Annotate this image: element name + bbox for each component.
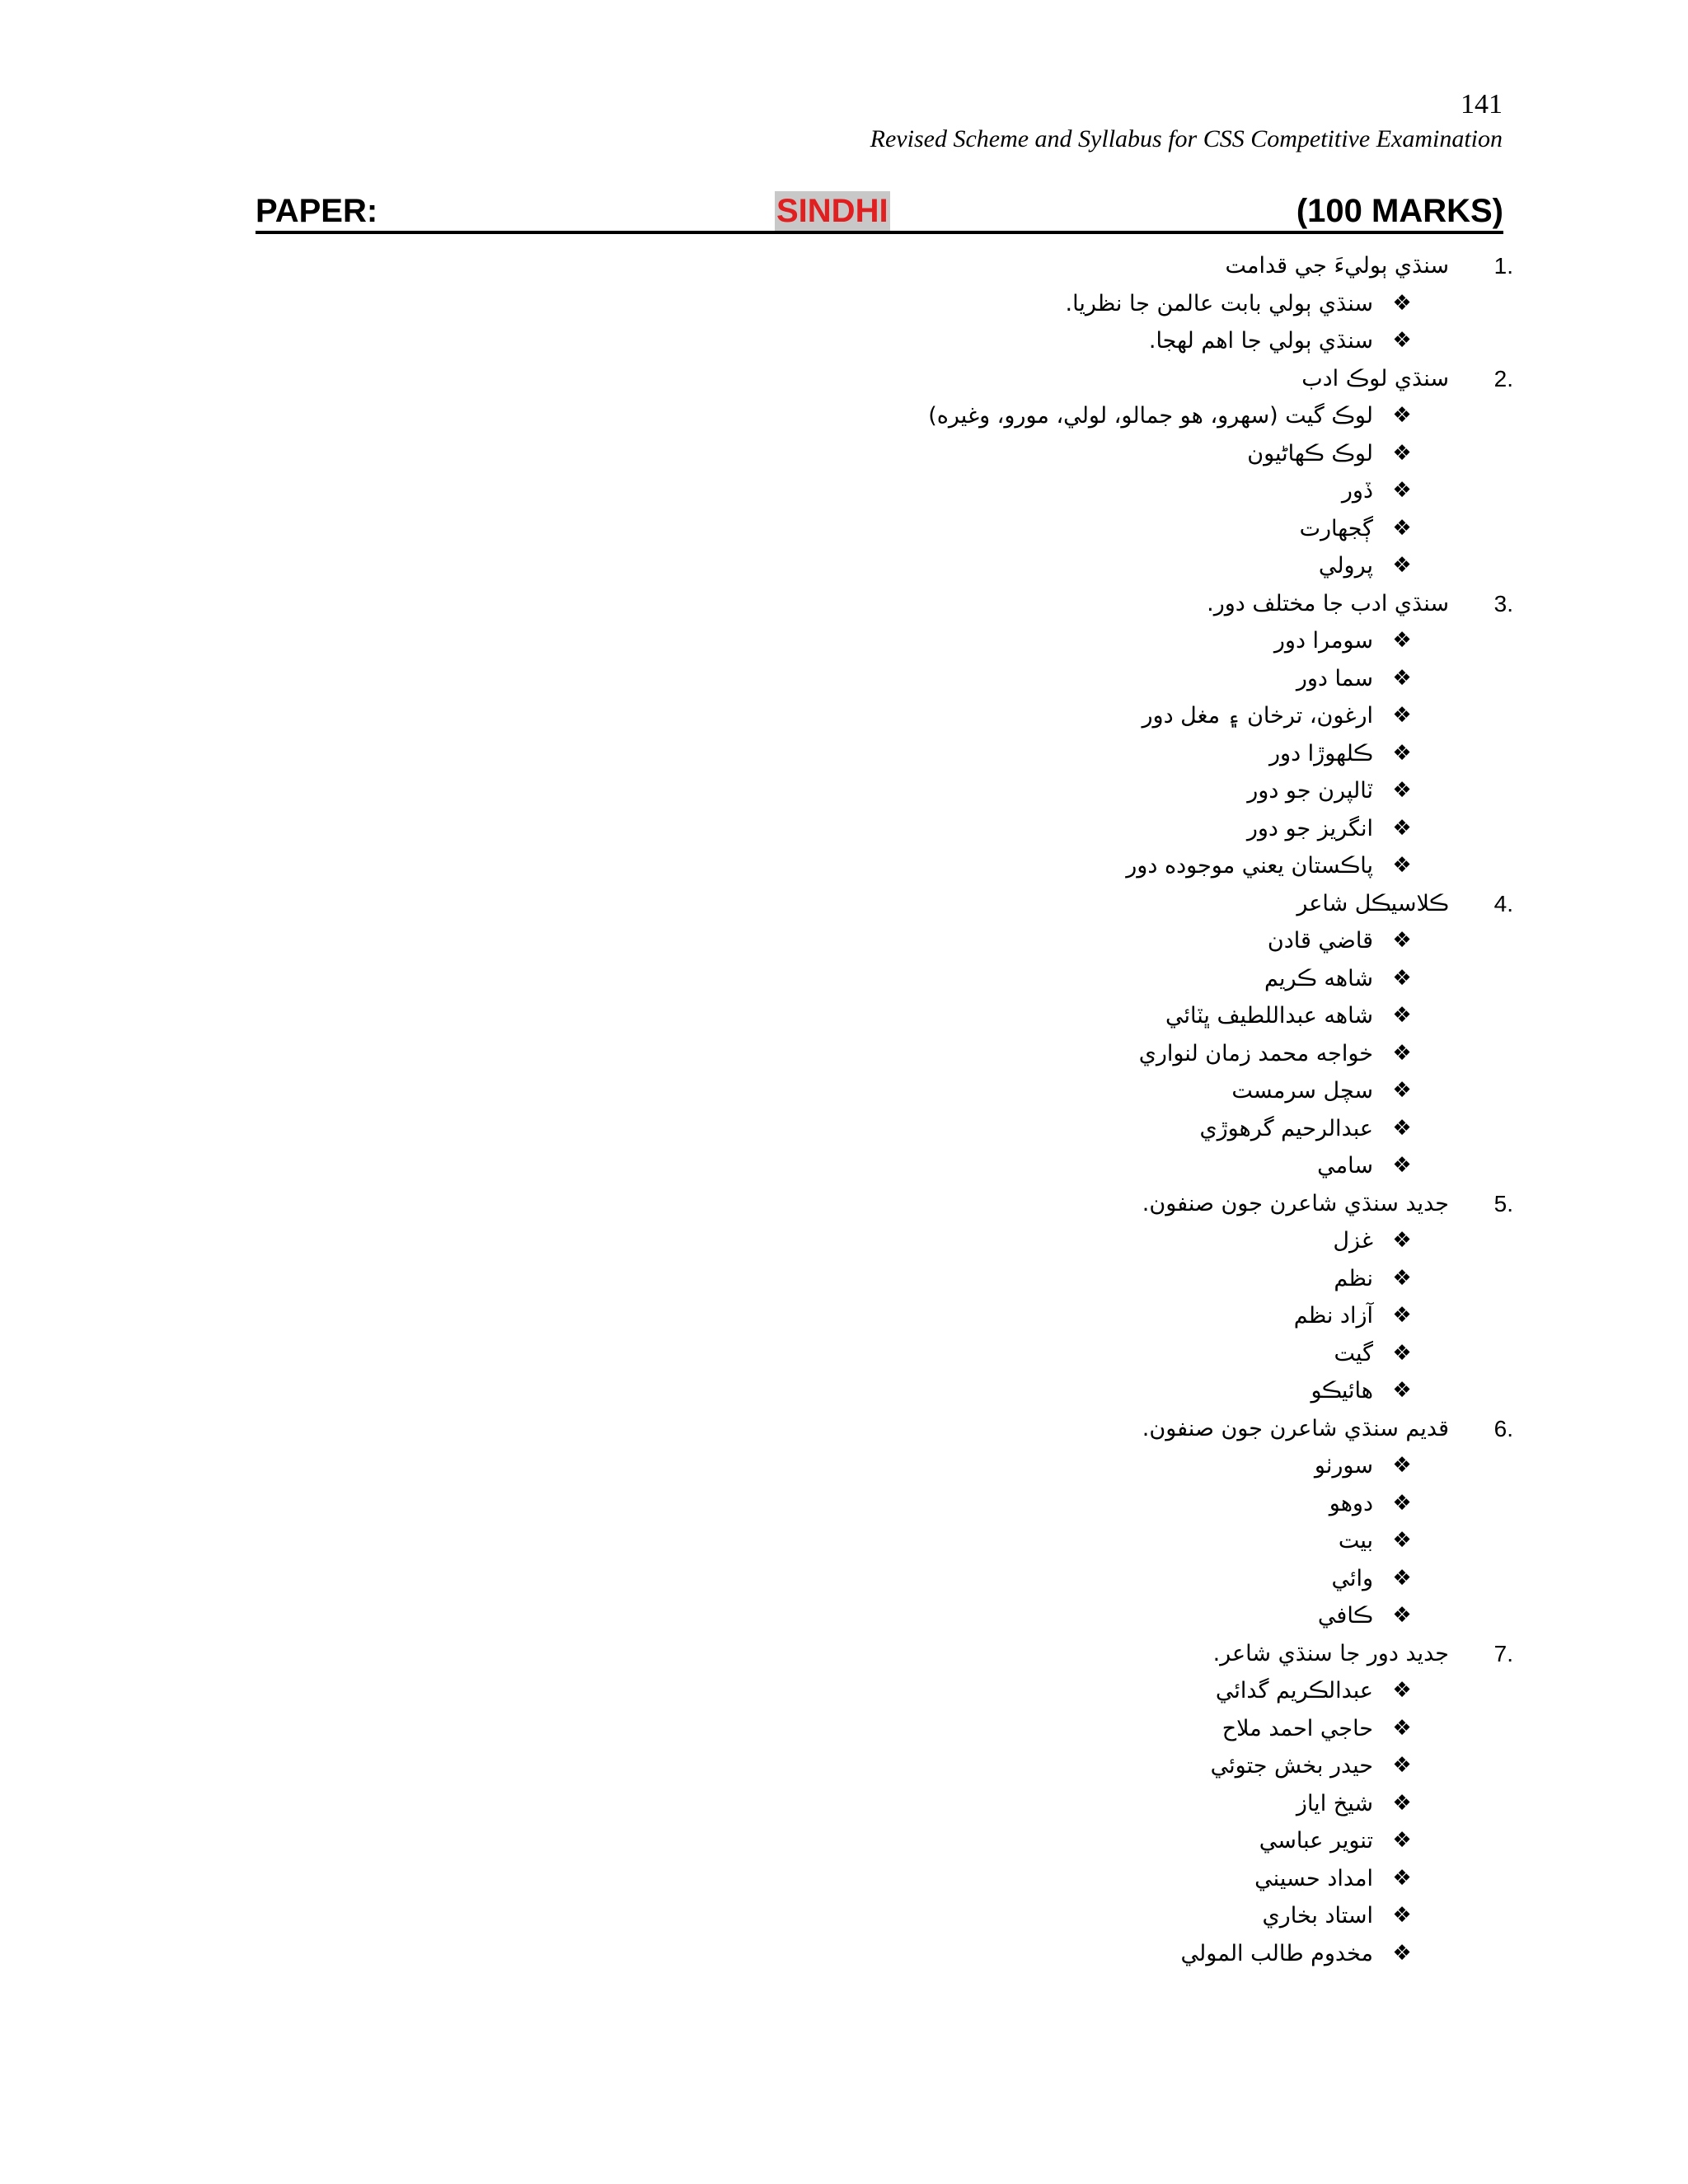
diamond-cross-icon: ❖ xyxy=(1392,1865,1412,1891)
list-item-text: هائيڪو xyxy=(1311,1378,1373,1404)
diamond-cross-icon: ❖ xyxy=(1392,403,1412,428)
list-item xyxy=(394,1222,1465,1260)
list-item xyxy=(394,697,1465,735)
list-item-text: نظم xyxy=(1334,1265,1373,1291)
paper-heading-bar xyxy=(256,191,1503,234)
diamond-cross-icon: ❖ xyxy=(1392,1565,1412,1591)
diamond-cross-icon: ❖ xyxy=(1392,740,1412,766)
list-item-text: سنڌي ٻولي بابت عالمن جا نظريا. xyxy=(1065,290,1373,316)
list-item-text: ڪلهوڙا دور xyxy=(1269,740,1373,766)
list-item xyxy=(394,1822,1465,1860)
list-item-text: ڳجهارت xyxy=(1299,515,1373,541)
list-item-text: عبدالرحيم گرهوڙي xyxy=(1199,1115,1373,1141)
list-item xyxy=(394,735,1465,773)
list-item-text: امداد حسيني xyxy=(1254,1865,1373,1891)
section-number: 7. xyxy=(1493,1640,1513,1666)
diamond-cross-icon: ❖ xyxy=(1392,815,1412,841)
list-item xyxy=(394,1560,1465,1598)
list-item xyxy=(394,547,1465,585)
page-number: 141 xyxy=(1461,89,1503,120)
list-item-text: سومرا دور xyxy=(1273,628,1373,654)
diamond-cross-icon: ❖ xyxy=(1392,1265,1412,1291)
list-item-text: غزل xyxy=(1333,1228,1373,1254)
paper-marks: (100 MARKS) xyxy=(1296,193,1503,229)
list-item xyxy=(394,322,1465,360)
list-item-text: سما دور xyxy=(1296,665,1373,691)
list-item-text: گيت xyxy=(1334,1340,1373,1366)
section-number: 1. xyxy=(1493,253,1513,279)
section-title xyxy=(394,585,1513,623)
section-title xyxy=(394,247,1513,285)
list-item-text: مخدوم طالب المولي xyxy=(1180,1940,1373,1966)
syllabus-section xyxy=(394,1185,1513,1410)
diamond-cross-icon: ❖ xyxy=(1392,1078,1412,1103)
list-item-text: قاضي قادن xyxy=(1267,928,1373,954)
diamond-cross-icon: ❖ xyxy=(1392,1528,1412,1553)
list-item-text: لوڪ ڪهاڻيون xyxy=(1247,440,1373,466)
list-item xyxy=(394,1785,1465,1823)
syllabus-section xyxy=(394,1635,1513,1973)
section-title-text: جديد دور جا سنڌي شاعر. xyxy=(1212,1640,1449,1666)
diamond-cross-icon: ❖ xyxy=(1392,1378,1412,1403)
list-item xyxy=(394,285,1465,323)
list-item xyxy=(394,997,1465,1035)
list-item xyxy=(394,510,1465,548)
list-item xyxy=(394,1072,1465,1110)
diamond-cross-icon: ❖ xyxy=(1392,628,1412,653)
list-item xyxy=(394,1035,1465,1073)
syllabus-section xyxy=(394,1410,1513,1635)
section-number: 3. xyxy=(1493,590,1513,616)
syllabus-outline xyxy=(394,247,1513,1972)
list-item xyxy=(394,435,1465,473)
diamond-cross-icon: ❖ xyxy=(1392,290,1412,316)
list-item-text: پاڪستان يعني موجوده دور xyxy=(1126,853,1373,879)
section-number: 5. xyxy=(1493,1190,1513,1216)
list-item-text: دوهو xyxy=(1329,1490,1373,1516)
list-item xyxy=(394,922,1465,960)
diamond-cross-icon: ❖ xyxy=(1392,1040,1412,1066)
diamond-cross-icon: ❖ xyxy=(1392,1490,1412,1516)
paper-subject: SINDHI xyxy=(776,193,889,229)
section-number: 4. xyxy=(1493,890,1513,916)
list-item-text: بيت xyxy=(1338,1528,1373,1554)
list-item xyxy=(394,1485,1465,1523)
diamond-cross-icon: ❖ xyxy=(1392,853,1412,878)
list-item xyxy=(394,622,1465,660)
diamond-cross-icon: ❖ xyxy=(1392,1153,1412,1178)
list-item-text: خواجه محمد زمان لنواري xyxy=(1138,1040,1373,1066)
diamond-cross-icon: ❖ xyxy=(1392,515,1412,541)
list-item xyxy=(394,772,1465,810)
list-item-text: انگريز جو دور xyxy=(1246,815,1373,841)
diamond-cross-icon: ❖ xyxy=(1392,1790,1412,1816)
diamond-cross-icon: ❖ xyxy=(1392,1828,1412,1853)
list-item xyxy=(394,1672,1465,1710)
section-title xyxy=(394,1185,1513,1223)
diamond-cross-icon: ❖ xyxy=(1392,1003,1412,1028)
diamond-cross-icon: ❖ xyxy=(1392,1903,1412,1928)
diamond-cross-icon: ❖ xyxy=(1392,328,1412,353)
list-item-text: حيدر بخش جتوئي xyxy=(1210,1753,1373,1779)
list-item xyxy=(394,397,1465,435)
diamond-cross-icon: ❖ xyxy=(1392,1115,1412,1141)
diamond-cross-icon: ❖ xyxy=(1392,1678,1412,1703)
diamond-cross-icon: ❖ xyxy=(1392,665,1412,691)
list-item xyxy=(394,847,1465,885)
list-item-text: وائي xyxy=(1331,1565,1373,1591)
list-item xyxy=(394,1260,1465,1298)
list-item-text: شاهه ڪريم xyxy=(1264,965,1373,991)
diamond-cross-icon: ❖ xyxy=(1392,553,1412,578)
diamond-cross-icon: ❖ xyxy=(1392,965,1412,991)
list-item-text: سورٺو xyxy=(1314,1453,1373,1479)
diamond-cross-icon: ❖ xyxy=(1392,778,1412,803)
section-title-text: جديد سنڌي شاعرن جون صنفون. xyxy=(1142,1190,1449,1216)
list-item-text: سچل سرمست xyxy=(1231,1078,1373,1104)
list-item xyxy=(394,1897,1465,1935)
diamond-cross-icon: ❖ xyxy=(1392,928,1412,953)
list-item xyxy=(394,1147,1465,1185)
list-item-text: ٽالپرن جو دور xyxy=(1247,778,1373,804)
list-item-text: پرولي xyxy=(1318,553,1373,579)
list-item xyxy=(394,1372,1465,1410)
diamond-cross-icon: ❖ xyxy=(1392,440,1412,466)
section-number: 2. xyxy=(1493,365,1513,391)
diamond-cross-icon: ❖ xyxy=(1392,1940,1412,1966)
list-item xyxy=(394,1297,1465,1335)
list-item-text: عبدالڪريم گدائي xyxy=(1215,1678,1373,1704)
list-item-text: ڏور xyxy=(1341,478,1373,504)
diamond-cross-icon: ❖ xyxy=(1392,1340,1412,1366)
list-item xyxy=(394,472,1465,510)
syllabus-section xyxy=(394,247,1513,360)
section-title-text: ڪلاسيڪل شاعر xyxy=(1296,890,1449,916)
section-title-text: سنڌي ادب جا مختلف دور. xyxy=(1207,590,1449,616)
list-item xyxy=(394,960,1465,998)
list-item-text: سامي xyxy=(1317,1153,1373,1179)
list-item-text: ارغون، ترخان ۽ مغل دور xyxy=(1142,703,1373,729)
diamond-cross-icon: ❖ xyxy=(1392,478,1412,503)
diamond-cross-icon: ❖ xyxy=(1392,1753,1412,1778)
section-title-text: قديم سنڌي شاعرن جون صنفون. xyxy=(1142,1415,1449,1441)
list-item-text: لوڪ گيت (سهرو، هو جمالو، لولي، مورو، وغيره) xyxy=(928,403,1373,429)
list-item-text: آزاد نظم xyxy=(1293,1303,1373,1329)
section-title xyxy=(394,360,1513,398)
running-header-title: Revised Scheme and Syllabus for CSS Competitive Examination xyxy=(870,125,1503,152)
list-item-text: سنڌي ٻولي جا اهم لهجا. xyxy=(1148,328,1373,354)
section-title-text: سنڌي لوڪ ادب xyxy=(1301,365,1449,391)
list-item xyxy=(394,1747,1465,1785)
list-item xyxy=(394,1522,1465,1560)
diamond-cross-icon: ❖ xyxy=(1392,1603,1412,1628)
diamond-cross-icon: ❖ xyxy=(1392,1453,1412,1478)
section-title-text: سنڌي ٻوليءَ جي قدامت xyxy=(1225,253,1449,279)
list-item-text: شاهه عبداللطيف ڀٽائي xyxy=(1165,1003,1373,1029)
list-item xyxy=(394,810,1465,848)
list-item xyxy=(394,1860,1465,1898)
list-item-text: شيخ اياز xyxy=(1296,1790,1373,1816)
list-item xyxy=(394,1447,1465,1485)
paper-label: PAPER: xyxy=(256,193,378,229)
section-title xyxy=(394,1635,1513,1673)
diamond-cross-icon: ❖ xyxy=(1392,703,1412,728)
section-number: 6. xyxy=(1493,1415,1513,1441)
list-item xyxy=(394,1710,1465,1748)
list-item xyxy=(394,1110,1465,1148)
list-item-text: استاد بخاري xyxy=(1262,1903,1373,1929)
list-item xyxy=(394,1935,1465,1973)
list-item xyxy=(394,660,1465,698)
diamond-cross-icon: ❖ xyxy=(1392,1303,1412,1328)
section-title xyxy=(394,885,1513,923)
syllabus-section xyxy=(394,360,1513,585)
syllabus-section xyxy=(394,885,1513,1185)
list-item xyxy=(394,1597,1465,1635)
diamond-cross-icon: ❖ xyxy=(1392,1715,1412,1741)
section-title xyxy=(394,1410,1513,1448)
syllabus-section xyxy=(394,585,1513,885)
list-item-text: ڪافي xyxy=(1317,1603,1373,1629)
list-item-text: حاجي احمد ملاح xyxy=(1221,1715,1373,1741)
list-item xyxy=(394,1335,1465,1373)
list-item-text: تنوير عباسي xyxy=(1259,1828,1373,1854)
diamond-cross-icon: ❖ xyxy=(1392,1228,1412,1253)
